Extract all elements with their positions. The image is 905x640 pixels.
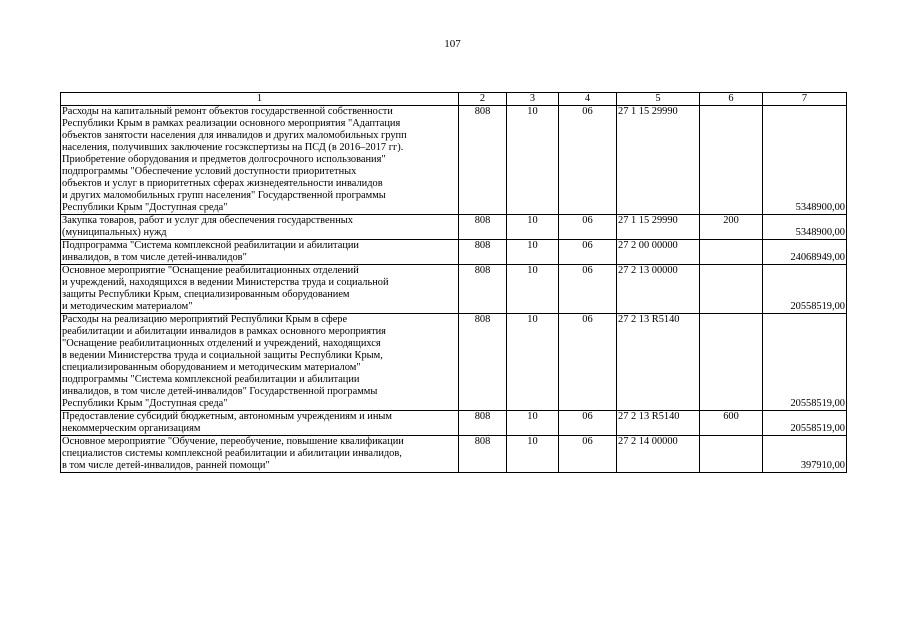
amount-cell: 24068949,00 (763, 240, 847, 265)
row-name-cell: Основное мероприятие "Оснащение реабилитационных отделений и учреждений, находящихся в ведении Министерства труда и социальной защиты Республики Крым, специализированным оборудованием и методическим материалом" (61, 265, 459, 314)
table-row (61, 240, 847, 265)
table-row (61, 436, 847, 473)
subsection-code-cell: 06 (559, 411, 617, 436)
row-name-cell: Закупка товаров, работ и услуг для обеспечения государственных (муниципальных) нужд (61, 215, 459, 240)
expense-type-cell (700, 265, 763, 314)
target-article-cell: 27 2 13 R5140 (617, 314, 700, 411)
section-code-cell: 10 (507, 411, 559, 436)
subsection-code-cell: 06 (559, 240, 617, 265)
ministry-code-cell: 808 (459, 265, 507, 314)
expense-type-cell: 200 (700, 215, 763, 240)
expense-type-cell (700, 436, 763, 473)
table-row (61, 411, 847, 436)
amount-cell: 20558519,00 (763, 411, 847, 436)
amount-cell: 397910,00 (763, 436, 847, 473)
amount-cell: 5348900,00 (763, 215, 847, 240)
table-row (61, 215, 847, 240)
row-name-cell: Подпрограмма "Система комплексной реабилитации и абилитации инвалидов, в том числе детей-инвалидов" (61, 240, 459, 265)
row-name-cell: Расходы на реализацию мероприятий Республики Крым в сфере реабилитации и абилитации инвалидов в рамках основного мероприятия "Оснащение реабилитационных отделений и учреждений, находящихся в ведении Министерства труда и социальной защиты Республики Крым, специализированным оборудованием и методическим материалом" подпрограммы "Система комплексной реабилитации и абилитации инвалидов, в том числе детей-инвалидов" Государственной программы Республики Крым "Доступная среда" (61, 314, 459, 411)
subsection-code-cell: 06 (559, 215, 617, 240)
page-number: 107 (444, 38, 461, 50)
row-name-cell: Предоставление субсидий бюджетным, автономным учреждениям и иным некоммерческим организациям (61, 411, 459, 436)
section-code-cell: 10 (507, 314, 559, 411)
budget-table (60, 92, 847, 473)
ministry-code-cell: 808 (459, 314, 507, 411)
section-code-cell: 10 (507, 436, 559, 473)
column-header: 4 (559, 93, 617, 106)
section-code-cell: 10 (507, 215, 559, 240)
column-header: 1 (61, 93, 459, 106)
column-header: 2 (459, 93, 507, 106)
column-header: 7 (763, 93, 847, 106)
target-article-cell: 27 2 14 00000 (617, 436, 700, 473)
subsection-code-cell: 06 (559, 314, 617, 411)
table-row (61, 314, 847, 411)
ministry-code-cell: 808 (459, 411, 507, 436)
subsection-code-cell: 06 (559, 265, 617, 314)
section-code-cell: 10 (507, 265, 559, 314)
table-row (61, 265, 847, 314)
amount-cell: 20558519,00 (763, 265, 847, 314)
table-row (61, 106, 847, 215)
column-header: 3 (507, 93, 559, 106)
amount-cell: 5348900,00 (763, 106, 847, 215)
section-code-cell: 10 (507, 240, 559, 265)
target-article-cell: 27 2 00 00000 (617, 240, 700, 265)
expense-type-cell: 600 (700, 411, 763, 436)
ministry-code-cell: 808 (459, 106, 507, 215)
ministry-code-cell: 808 (459, 436, 507, 473)
expense-type-cell (700, 240, 763, 265)
expense-type-cell (700, 314, 763, 411)
column-header: 5 (617, 93, 700, 106)
ministry-code-cell: 808 (459, 215, 507, 240)
row-name-cell: Основное мероприятие "Обучение, переобучение, повышение квалификации специалистов системы комплексной реабилитации и абилитации инвалидов, в том числе детей-инвалидов, ранней помощи" (61, 436, 459, 473)
row-name-cell: Расходы на капитальный ремонт объектов государственной собственности Республики Крым в рамках реализации основного мероприятия "Адаптация объектов занятости населения для инвалидов и других маломобильных групп населения, получивших заключение госэкспертизы на ПСД (в 2016–2017 гг). Приобретение оборудования и предметов долгосрочного использования" подпрограммы "Обеспечение условий доступности приоритетных объектов и услуг в приоритетных сферах жизнедеятельности инвалидов и других маломобильных групп населения" Государственной программы Республики Крым "Доступная среда" (61, 106, 459, 215)
subsection-code-cell: 06 (559, 106, 617, 215)
target-article-cell: 27 1 15 29990 (617, 106, 700, 215)
amount-cell: 20558519,00 (763, 314, 847, 411)
expense-type-cell (700, 106, 763, 215)
section-code-cell: 10 (507, 106, 559, 215)
target-article-cell: 27 2 13 00000 (617, 265, 700, 314)
column-header: 6 (700, 93, 763, 106)
ministry-code-cell: 808 (459, 240, 507, 265)
target-article-cell: 27 2 13 R5140 (617, 411, 700, 436)
subsection-code-cell: 06 (559, 436, 617, 473)
table-header-row (61, 93, 847, 106)
target-article-cell: 27 1 15 29990 (617, 215, 700, 240)
